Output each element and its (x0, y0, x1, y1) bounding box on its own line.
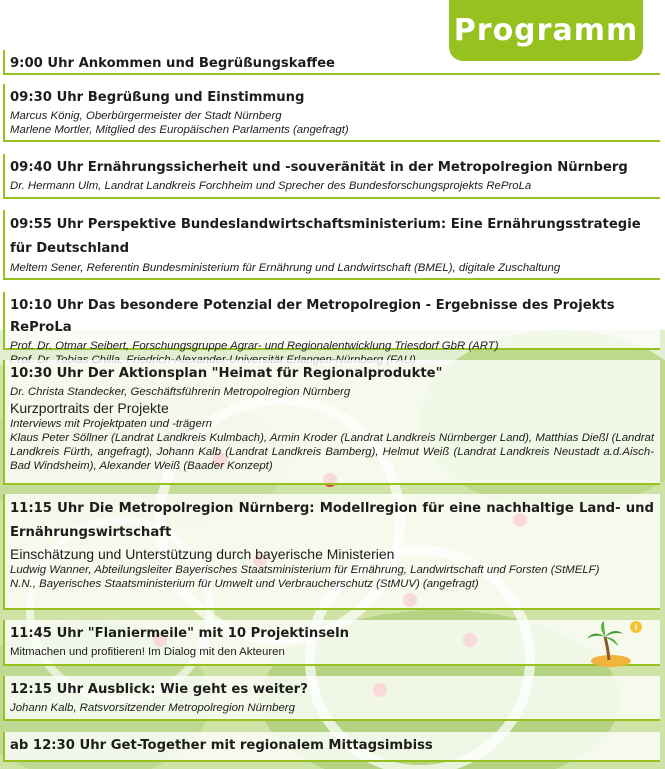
program-item (3, 210, 660, 280)
program-item (3, 292, 660, 350)
program-heading-tab (449, 0, 643, 61)
program-item (3, 360, 660, 485)
program-item (3, 676, 660, 721)
palm-island-icon (585, 620, 643, 668)
speaker-line: Dr. Hermann Ulm, Landrat Landkreis Forchheim und Sprecher des Bundesforschungsprojekts ReProLa (10, 180, 532, 192)
speaker-line: Meltem Sener, Referentin Bundesministerium für Ernährung und Landwirtschaft (BMEL), digitale Zuschaltung (10, 262, 561, 274)
program-subheading: Einschätzung und Unterstützung durch bayerische Ministerien (10, 546, 395, 562)
program-heading: Programm (453, 13, 639, 48)
speaker-paragraph: Ludwig Wanner, Abteilungsleiter Bayerisches Staatsministerium für Ernährung, Landwirtschaft und Forsten (StMELF) (10, 564, 600, 576)
program-item (3, 620, 660, 666)
program-item (3, 84, 660, 142)
program-item (3, 154, 660, 199)
speaker-line: Prof. Dr. Otmar Seibert, Forschungsgruppe Agrar- und Regionalentwicklung Triesdorf GbR (ART) (10, 340, 499, 352)
program-item-title: ab 12:30 Uhr Get-Together mit regionalem Mittagsimbiss (10, 738, 433, 753)
svg-text:i: i (634, 622, 638, 632)
speaker-line: Dr. Christa Standecker, Geschäftsführerin Metropolregion Nürnberg (10, 386, 351, 398)
speaker-paragraph: Klaus Peter Söllner (Landrat Landkreis Kulmbach), Armin Kroder (Landrat Landkreis Nürnberger Land), Matthias Dießl (Landrat Landkreis Fürth, angefragt), Johann Kalb (Landrat Landkreis Bamberg), Helmut Weiß (Landrat Landkreis Neustadt a.d.Aisch-Bad Windsheim), Alexander Weiß (Baader Konzept) (10, 432, 654, 472)
speaker-line: Interviews mit Projektpaten und -trägern (10, 418, 212, 430)
program-item (3, 494, 660, 610)
program-item-title: 9:00 Uhr Ankommen und Begrüßungskaffee (10, 56, 335, 71)
program-subheading: Kurzportraits der Projekte (10, 400, 169, 416)
program-item-title: 09:40 Uhr Ernährungssicherheit und -souveränität in der Metropolregion Nürnberg (10, 160, 628, 175)
program-item-title: 12:15 Uhr Ausblick: Wie geht es weiter? (10, 682, 308, 697)
program-item-title: 09:55 Uhr Perspektive Bundeslandwirtschaftsministerium: Eine Ernährungsstrategie für Deutschland (10, 217, 641, 256)
program-item-title: 11:45 Uhr "Flaniermeile" mit 10 Projektinseln (10, 626, 350, 641)
program-item-title: 10:30 Uhr Der Aktionsplan "Heimat für Regionalprodukte" (10, 366, 443, 381)
program-item-title: 11:15 Uhr Die Metropolregion Nürnberg: Modellregion für eine nachhaltige Land- und Ernährungswirtschaft (10, 501, 654, 540)
speaker-line: N.N., Bayerisches Staatsministerium für Umwelt und Verbraucherschutz (StMUV) (angefragt) (10, 578, 479, 590)
program-item-description: Mitmachen und profitieren! Im Dialog mit den Akteuren (10, 646, 285, 658)
program-item (3, 732, 660, 762)
speaker-line: Johann Kalb, Ratsvorsitzender Metropolregion Nürnberg (10, 702, 295, 714)
speaker-line: Marlene Mortler, Mitglied des Europäischen Parlaments (angefragt) (10, 124, 349, 136)
speaker-line: Marcus König, Oberbürgermeister der Stadt Nürnberg (10, 110, 282, 122)
program-item-title: 10:10 Uhr Das besondere Potenzial der Metropolregion - Ergebnisse des Projekts ReProLa (10, 298, 615, 335)
program-item-title: 09:30 Uhr Begrüßung und Einstimmung (10, 90, 305, 105)
